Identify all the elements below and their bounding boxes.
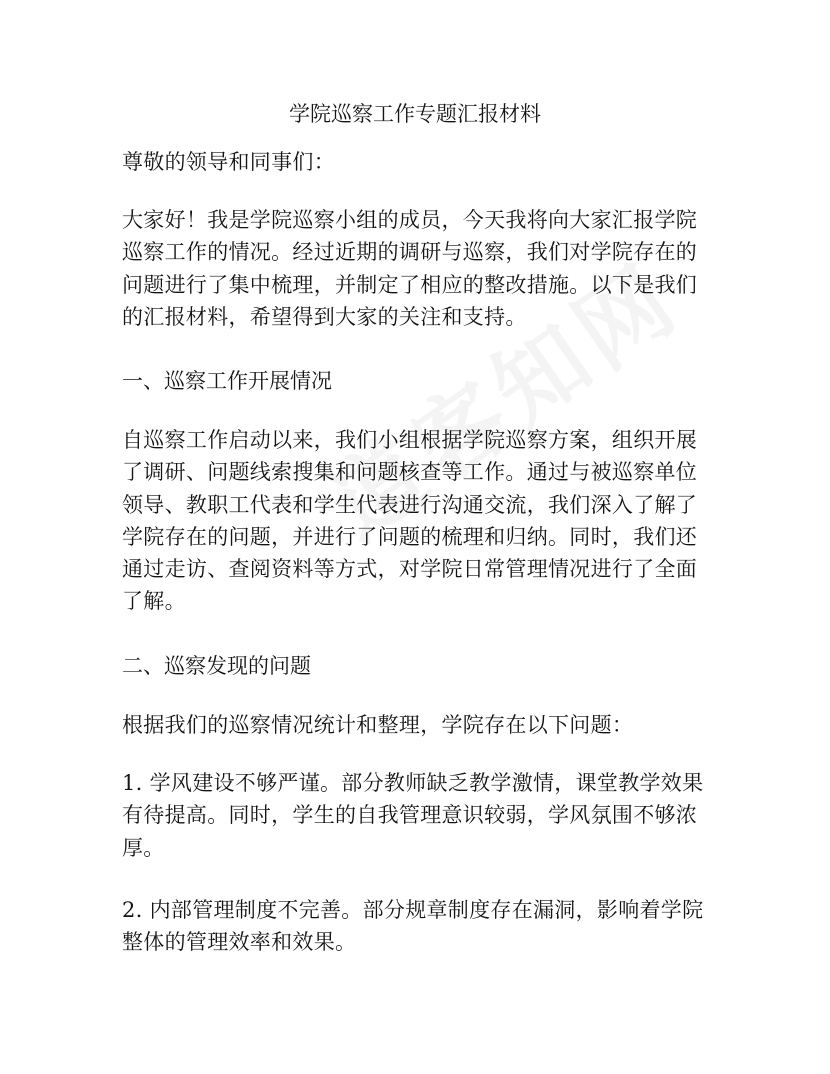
document-title: 学院巡察工作专题汇报材料 bbox=[289, 102, 541, 126]
section1-heading: 一、巡察工作开展情况 bbox=[122, 369, 332, 393]
section2-heading: 二、巡察发现的问题 bbox=[122, 654, 311, 678]
section1-body: 自巡察工作启动以来，我们小组根据学院巡察方案，组织开展 了调研、问题线索搜集和问题核查等工作。通过与被巡察单位 领导、教职工代表和学生代表进行沟通交流，我们深入了解了 学院存在的问题，并进行了问题的梳理和归纳。同时，我们还 通过走访、查阅资料等方式，对学院日常管理情况进行了全面 了解。 bbox=[122, 428, 698, 614]
intro-paragraph: 大家好！我是学院巡察小组的成员，今天我将向大家汇报学院 巡察工作的情况。经过近期的调研与巡察，我们对学院存在的 问题进行了集中梳理，并制定了相应的整改措施。以下是我们 的汇报材料，希望得到大家的关注和支持。 bbox=[122, 208, 698, 329]
issue-item-2: 2. 内部管理制度不完善。部分规章制度存在漏洞，影响着学院 整体的管理效率和效果。 bbox=[122, 898, 704, 955]
section2-intro: 根据我们的巡察情况统计和整理，学院存在以下问题： bbox=[122, 713, 634, 737]
issue-item-1: 1. 学风建设不够严谨。部分教师缺乏教学激情，课堂教学效果 有待提高。同时，学生的自我管理意识较弱，学风氛围不够浓 厚。 bbox=[122, 771, 704, 860]
greeting: 尊敬的领导和同事们： bbox=[122, 150, 335, 174]
